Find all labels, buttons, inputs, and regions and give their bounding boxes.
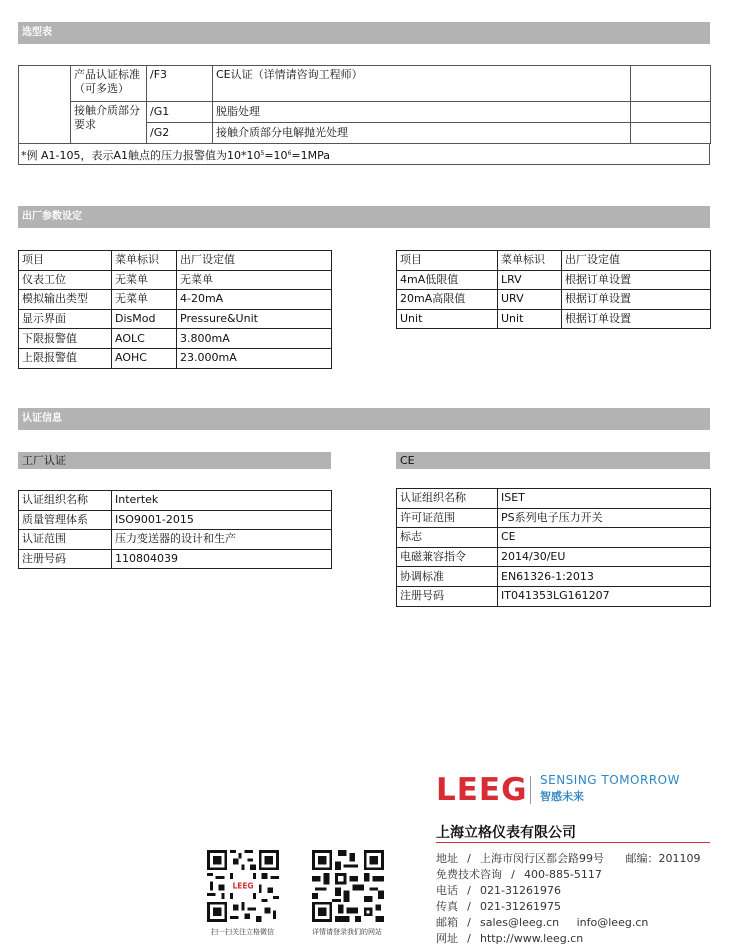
table-cell: 上限报警值 bbox=[19, 348, 112, 368]
leeg-logo bbox=[436, 772, 680, 808]
website-qr-caption: 详情请登录我们的网站 bbox=[312, 928, 382, 936]
table-cell: URV bbox=[498, 290, 562, 310]
selection-label: 接触介质部分要求 bbox=[71, 102, 147, 144]
table-row bbox=[19, 309, 332, 329]
selection-code: /G1 bbox=[147, 102, 213, 123]
table-cell: 下限报警值 bbox=[19, 329, 112, 349]
table-header-row bbox=[397, 251, 711, 271]
wechat-qr-code-icon bbox=[207, 850, 279, 922]
table-cell: 110804039 bbox=[112, 549, 332, 569]
email-link[interactable]: sales@leeg.cn bbox=[480, 916, 560, 929]
table-cell: 2014/30/EU bbox=[498, 547, 711, 567]
table-cell: Unit bbox=[397, 309, 498, 329]
contact-email: 邮箱 / sales@leeg.cn info@leeg.cn bbox=[436, 916, 649, 929]
table-row bbox=[397, 547, 711, 567]
table-header: 项目 bbox=[397, 251, 498, 271]
table-row bbox=[19, 510, 332, 530]
table-header: 出厂设定值 bbox=[562, 251, 711, 271]
selection-extra-cell bbox=[631, 102, 711, 123]
table-cell: 根据订单设置 bbox=[562, 309, 711, 329]
table-row bbox=[397, 489, 711, 509]
factory-cert-title: 工厂认证 bbox=[18, 452, 331, 469]
table-cell: 无菜单 bbox=[177, 270, 332, 290]
table-cell: 根据订单设置 bbox=[562, 290, 711, 310]
table-row bbox=[19, 348, 332, 368]
table-cell: ISO9001-2015 bbox=[112, 510, 332, 530]
table-cell: 压力变送器的设计和生产 bbox=[112, 530, 332, 550]
table-cell: 显示界面 bbox=[19, 309, 112, 329]
selection-code: /F3 bbox=[147, 66, 213, 102]
table-cell: 23.000mA bbox=[177, 348, 332, 368]
company-divider bbox=[436, 842, 710, 843]
selection-extra-cell bbox=[631, 66, 711, 102]
selection-desc: 接触介质部分电解抛光处理 bbox=[213, 123, 631, 144]
contact-phone: 电话 / 021-31261976 bbox=[436, 884, 561, 897]
section-bar-certification: 认证信息 bbox=[18, 408, 710, 430]
selection-extra-cell bbox=[631, 123, 711, 144]
table-row bbox=[397, 567, 711, 587]
selection-desc: CE认证（详情请咨询工程师） bbox=[213, 66, 631, 102]
ce-cert-title: CE bbox=[396, 452, 710, 469]
selection-code: /G2 bbox=[147, 123, 213, 144]
table-row bbox=[397, 270, 711, 290]
table-header: 出厂设定值 bbox=[177, 251, 332, 271]
table-cell: 质量管理体系 bbox=[19, 510, 112, 530]
table-cell: 20mA高限值 bbox=[397, 290, 498, 310]
tagline-en: SENSING TOMORROW bbox=[540, 773, 680, 787]
factory-params-table-right bbox=[396, 250, 711, 329]
table-cell: 认证范围 bbox=[19, 530, 112, 550]
table-cell: 协调标准 bbox=[397, 567, 498, 587]
factory-cert-table bbox=[18, 490, 332, 569]
table-cell: CE bbox=[498, 528, 711, 548]
table-cell: Unit bbox=[498, 309, 562, 329]
contact-fax: 传真 / 021-31261975 bbox=[436, 900, 561, 913]
table-row bbox=[19, 290, 332, 310]
logo-divider bbox=[530, 776, 531, 804]
contact-address: 地址 / 上海市闵行区都会路99号 邮编：201109 bbox=[436, 852, 701, 865]
table-cell: 根据订单设置 bbox=[562, 270, 711, 290]
ce-cert-table bbox=[396, 488, 711, 607]
table-cell: 3.800mA bbox=[177, 329, 332, 349]
table-cell: 标志 bbox=[397, 528, 498, 548]
table-cell: Intertek bbox=[112, 491, 332, 511]
email-link[interactable]: info@leeg.cn bbox=[576, 916, 649, 929]
table-cell: 无菜单 bbox=[112, 270, 177, 290]
table-cell: 模拟输出类型 bbox=[19, 290, 112, 310]
table-cell: PS系列电子压力开关 bbox=[498, 508, 711, 528]
contact-website: 网址 / http://www.leeg.cn bbox=[436, 932, 584, 945]
table-cell: ISET bbox=[498, 489, 711, 509]
table-cell: AOHC bbox=[112, 348, 177, 368]
selection-desc: 脱脂处理 bbox=[213, 102, 631, 123]
table-cell: EN61326-1:2013 bbox=[498, 567, 711, 587]
selection-note: *例 A1-105，表示A1触点的压力报警值为$10*10^5=10^6=1MPa$ bbox=[18, 144, 710, 165]
table-row bbox=[19, 530, 332, 550]
table-cell: 注册号码 bbox=[397, 586, 498, 606]
table-cell: DisMod bbox=[112, 309, 177, 329]
table-cell: 认证组织名称 bbox=[397, 489, 498, 509]
table-cell: IT041353LG161207 bbox=[498, 586, 711, 606]
table-cell: Pressure&Unit bbox=[177, 309, 332, 329]
website-link[interactable]: http://www.leeg.cn bbox=[480, 932, 584, 945]
table-row bbox=[397, 290, 711, 310]
logo-wordmark: LEEG bbox=[436, 772, 528, 808]
selection-label: 产品认证标准（可多选） bbox=[71, 66, 147, 102]
table-cell: 仪表工位 bbox=[19, 270, 112, 290]
table-header-row bbox=[19, 251, 332, 271]
table-header: 菜单标识 bbox=[112, 251, 177, 271]
table-row bbox=[19, 329, 332, 349]
table-row bbox=[397, 309, 711, 329]
tagline-cn: 智感未来 bbox=[540, 790, 584, 803]
table-row bbox=[19, 549, 332, 569]
table-row bbox=[19, 491, 332, 511]
factory-params-table-left bbox=[18, 250, 332, 369]
selection-blank-cell bbox=[19, 66, 71, 144]
section-bar-selection: 选型表 bbox=[18, 22, 710, 44]
website-qr-code-icon bbox=[312, 850, 384, 922]
table-cell: 认证组织名称 bbox=[19, 491, 112, 511]
table-cell: LRV bbox=[498, 270, 562, 290]
company-name: 上海立格仪表有限公司 bbox=[436, 825, 576, 841]
section-bar-factory-params: 出厂参数设定 bbox=[18, 206, 710, 228]
table-cell: 电磁兼容指令 bbox=[397, 547, 498, 567]
table-cell: AOLC bbox=[112, 329, 177, 349]
table-cell: 许可证范围 bbox=[397, 508, 498, 528]
table-row bbox=[397, 528, 711, 548]
table-row bbox=[19, 270, 332, 290]
table-row bbox=[397, 508, 711, 528]
table-cell: 4mA低限值 bbox=[397, 270, 498, 290]
table-row bbox=[397, 586, 711, 606]
table-cell: 注册号码 bbox=[19, 549, 112, 569]
qr-logo: LEEG bbox=[232, 881, 254, 891]
contact-hotline: 免费技术咨询 / 400-885-5117 bbox=[436, 868, 602, 881]
table-header: 菜单标识 bbox=[498, 251, 562, 271]
table-cell: 无菜单 bbox=[112, 290, 177, 310]
selection-table bbox=[18, 65, 711, 144]
table-cell: 4-20mA bbox=[177, 290, 332, 310]
table-header: 项目 bbox=[19, 251, 112, 271]
wechat-qr-caption: 扫一扫关注立格微信 bbox=[211, 928, 274, 936]
